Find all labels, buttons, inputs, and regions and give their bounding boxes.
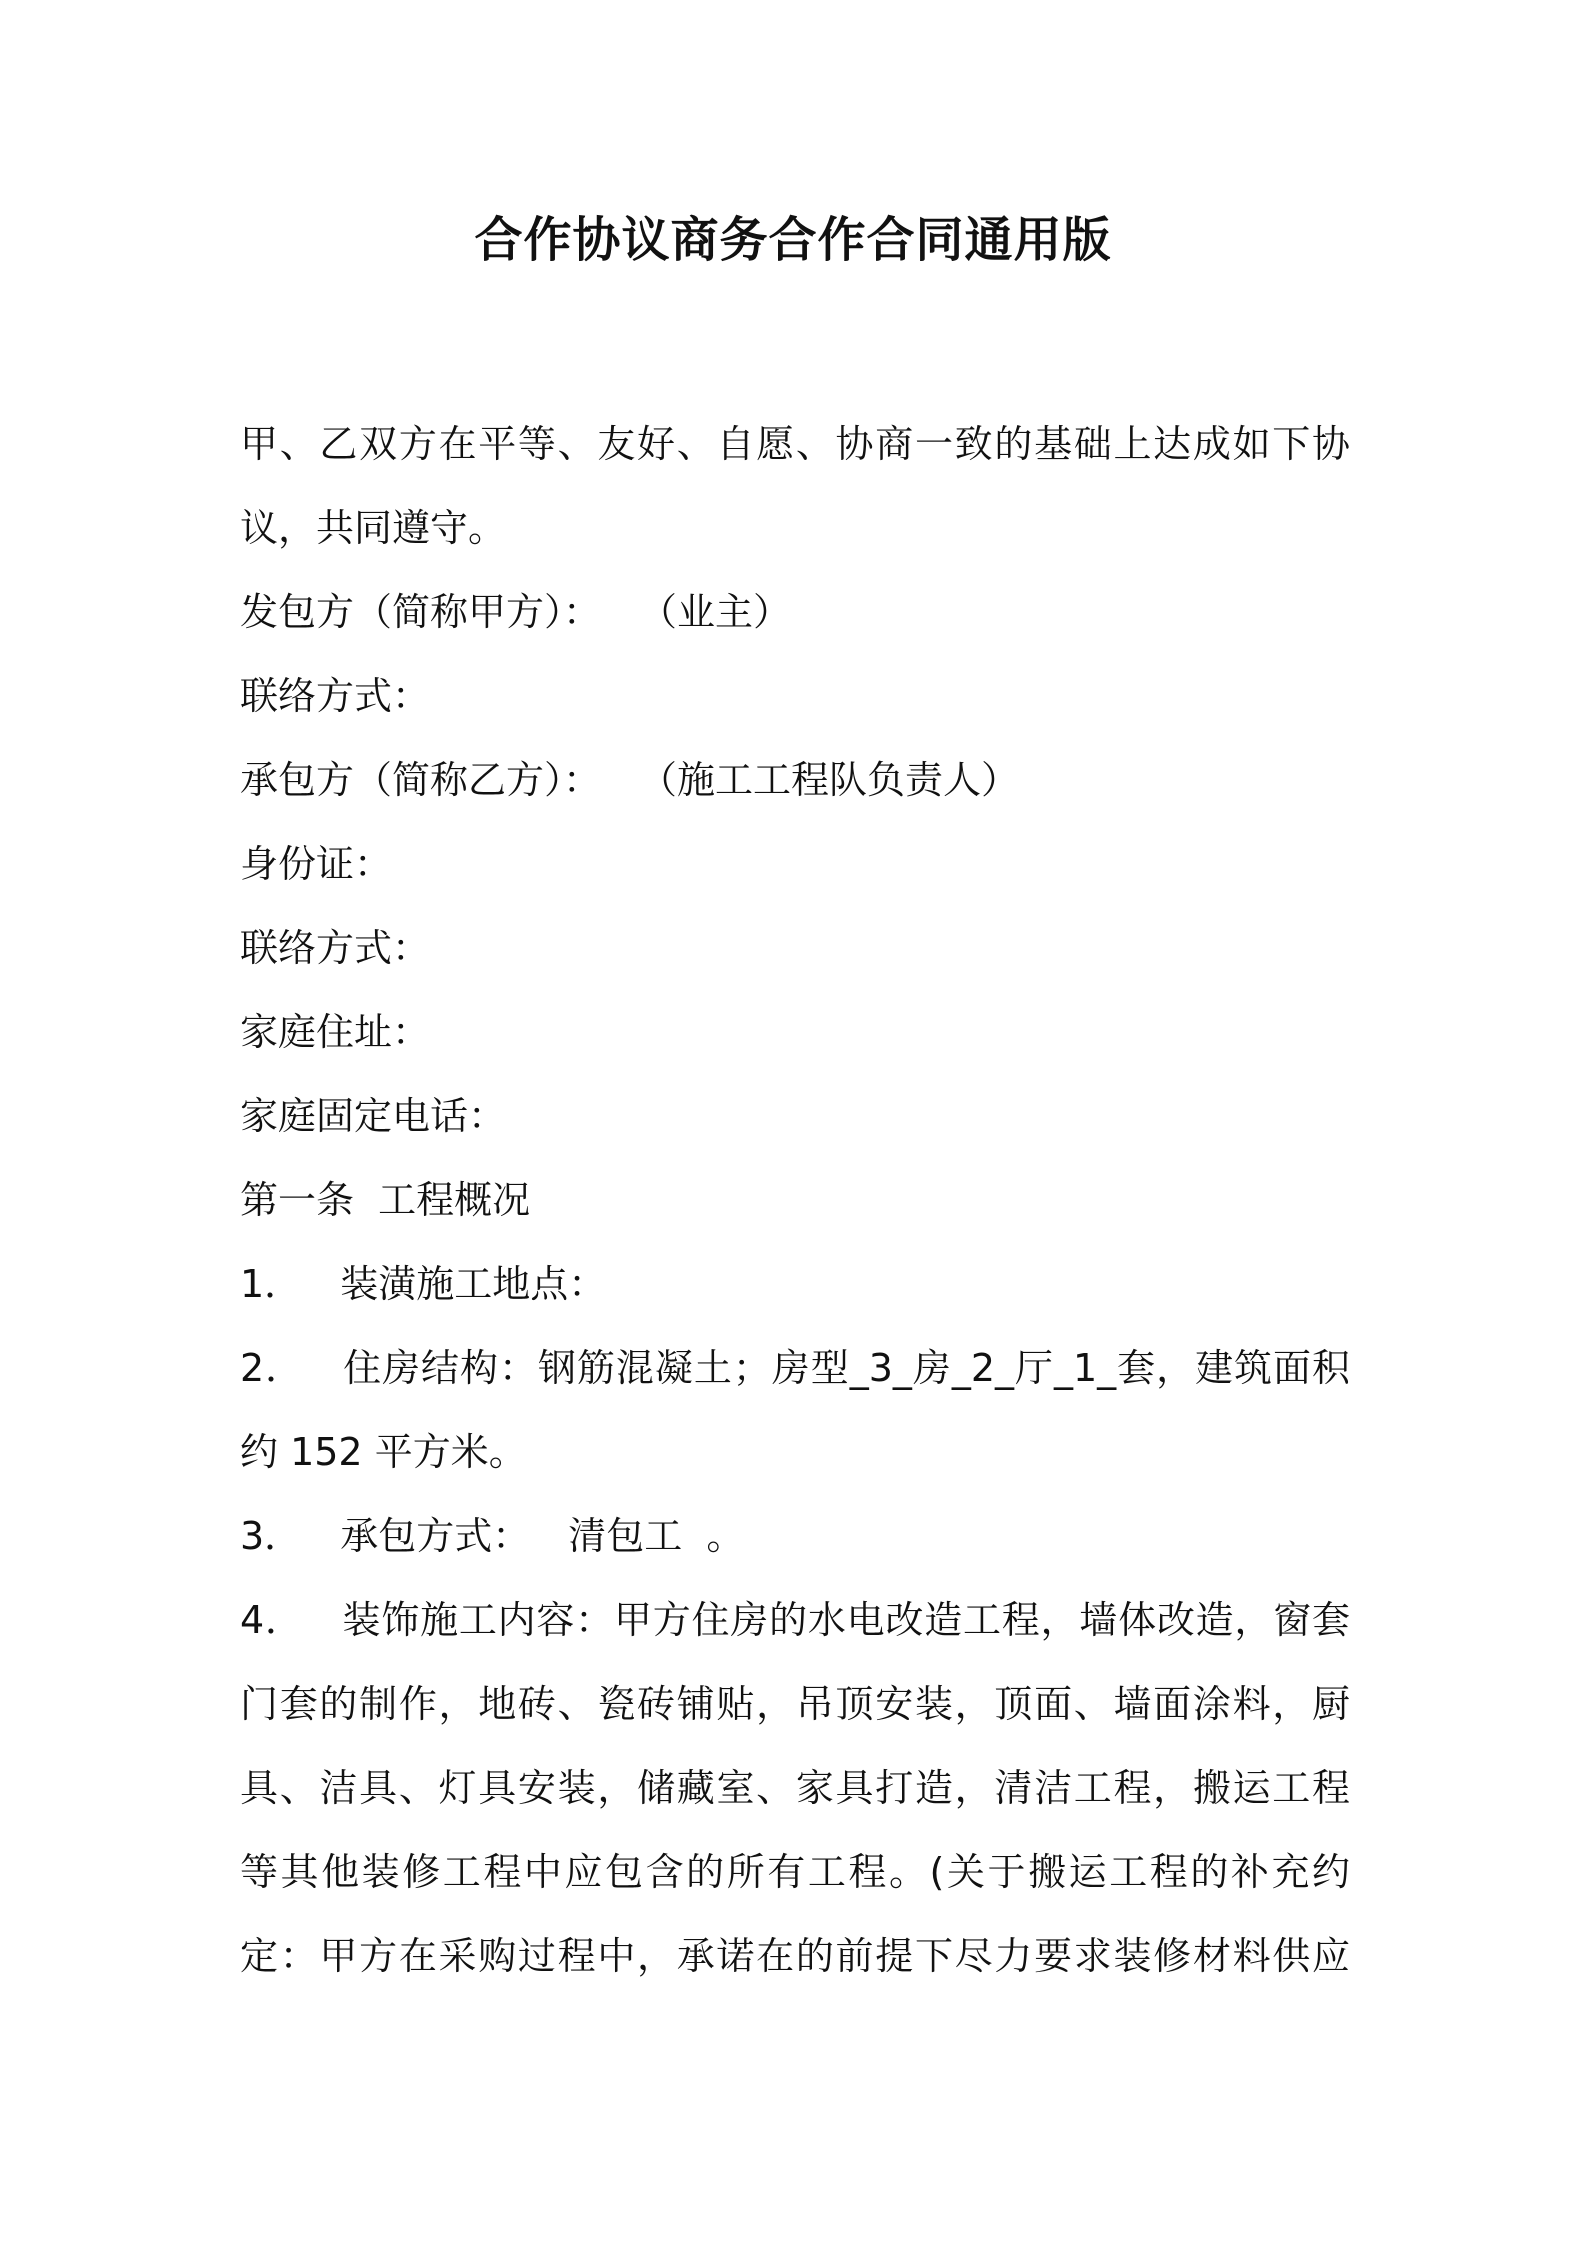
item-4-line-1 xyxy=(240,1578,1350,1662)
item-4-line-5: 定：甲方在采购过程中，承诺在的前提下尽力要求装修材料供应 xyxy=(240,1934,1350,1978)
item-3-value: 清包工 。 xyxy=(568,1514,745,1558)
item-4-line-3: 具、洁具、灯具安装，储藏室、家具打造，清洁工程，搬运工程 xyxy=(240,1766,1350,1810)
party-b-contact: 联络方式： xyxy=(240,926,431,970)
item-2-line-2: 约 152 平方米。 xyxy=(240,1430,527,1474)
item-3-number: 3． xyxy=(240,1514,303,1558)
item-2-line-1 xyxy=(240,1326,1350,1410)
party-b-id: 身份证： xyxy=(240,842,393,886)
party-b-phone: 家庭固定电话： xyxy=(240,1094,507,1138)
item-4-line-4: 等其他装修工程中应包含的所有工程。(关于搬运工程的补充约 xyxy=(240,1850,1350,1894)
party-a-note: （业主） xyxy=(639,590,792,634)
item-1-text: 装潢施工地点： xyxy=(340,1262,607,1306)
party-b-address: 家庭住址： xyxy=(240,1010,431,1054)
party-a-row xyxy=(240,570,1350,654)
item-1-number: 1． xyxy=(240,1262,303,1306)
item-1 xyxy=(240,1242,1350,1326)
item-4-number: 4． xyxy=(240,1598,304,1642)
party-a-label: 发包方（简称甲方）： xyxy=(240,590,602,634)
party-a-contact: 联络方式： xyxy=(240,674,431,718)
item-4-text-1: 装饰施工内容：甲方住房的水电改造工程，墙体改造，窗套 xyxy=(341,1598,1350,1642)
item-2-text: 住房结构：钢筋混凝土；房型_3_房_2_厅_1_套，建筑面积 xyxy=(342,1346,1350,1390)
intro-paragraph-line-2: 议，共同遵守。 xyxy=(240,506,507,550)
item-4-line-2: 门套的制作，地砖、瓷砖铺贴，吊顶安装，顶面、墙面涂料，厨 xyxy=(240,1682,1350,1726)
article-1-title: 第一条 工程概况 xyxy=(240,1178,531,1222)
document-title: 合作协议商务合作合同通用版 xyxy=(474,212,1112,268)
document-body xyxy=(240,402,1350,1998)
party-b-label: 承包方（简称乙方）： xyxy=(240,758,602,802)
party-b-note: （施工工程队负责人） xyxy=(639,758,1020,802)
item-3 xyxy=(240,1494,1350,1578)
intro-paragraph-line-1: 甲、乙双方在平等、友好、自愿、协商一致的基础上达成如下协 xyxy=(240,422,1350,466)
item-3-label: 承包方式： xyxy=(340,1514,531,1558)
item-2-number: 2． xyxy=(240,1346,305,1390)
party-b-row xyxy=(240,738,1350,822)
